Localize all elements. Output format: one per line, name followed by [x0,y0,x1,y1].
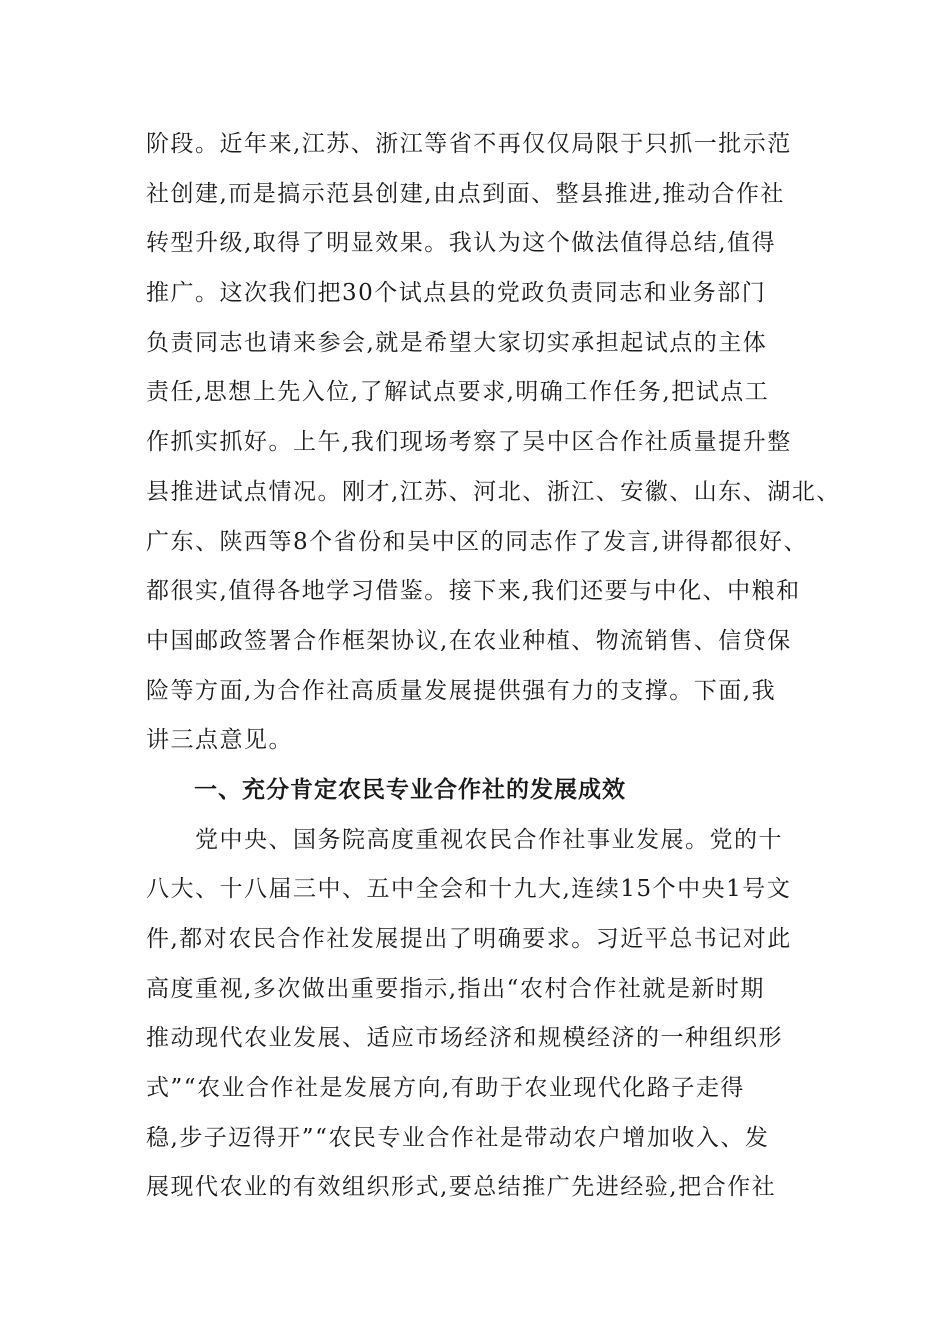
section-heading: 一、充分肯定农民专业合作社的发展成效 [194,776,626,803]
text-line: 转型升级,取得了明显效果。我认为这个做法值得总结,值得 [146,230,777,257]
text-line: 高度重视,多次做出重要指示,指出“农村合作社就是新时期 [146,975,765,1002]
text-line: 八大、十八届三中、五中全会和十九大,连续15个中央1号文 [146,876,792,903]
paragraph-section-one [146,816,806,1214]
text-line: 推广。这次我们把30个试点县的党政负责同志和业务部门 [146,280,767,307]
text-line: 责任,思想上先入位,了解试点要求,明确工作任务,把试点工 [146,379,770,406]
text-line: 式”“农业合作社是发展方向,有助于农业现代化路子走得 [146,1075,745,1102]
text-line: 负责同志也请来参会,就是希望大家切实承担起试点的主体 [146,329,768,356]
text-line: 险等方面,为合作社高质量发展提供强有力的支撑。下面,我 [146,677,777,704]
text-line: 党中央、国务院高度重视农民合作社事业发展。党的十 [146,826,783,853]
text-line: 推动现代农业发展、适应市场经济和规模经济的一种组织形 [146,1025,783,1052]
paragraph-intro [146,120,841,766]
text-line: 社创建,而是搞示范县创建,由点到面、整县推进,推动合作社 [146,180,785,207]
document-body [146,120,841,1213]
text-line: 阶段。近年来,江苏、浙江等省不再仅仅局限于只抓一批示范 [146,131,792,157]
text-line: 广东、陕西等8个省份和吴中区的同志作了发言,讲得都很好、 [146,528,808,555]
text-line: 稳,步子迈得开”“农民专业合作社是带动农户增加收入、发 [146,1124,770,1151]
text-line: 都很实,值得各地学习借鉴。接下来,我们还要与中化、中粮和 [146,578,801,605]
text-line: 县推进试点情况。刚才,江苏、河北、浙江、安徽、山东、湖北、 [146,478,841,505]
text-line: 展现代农业的有效组织形式,要总结推广先进经验,把合作社 [146,1174,777,1201]
text-line: 讲三点意见。 [146,727,293,754]
text-line: 件,都对农民合作社发展提出了明确要求。习近平总书记对此 [146,926,792,952]
text-line: 作抓实抓好。上午,我们现场考察了吴中区合作社质量提升整 [146,429,792,456]
text-line: 中国邮政签署合作框架协议,在农业种植、物流销售、信贷保 [146,627,792,654]
